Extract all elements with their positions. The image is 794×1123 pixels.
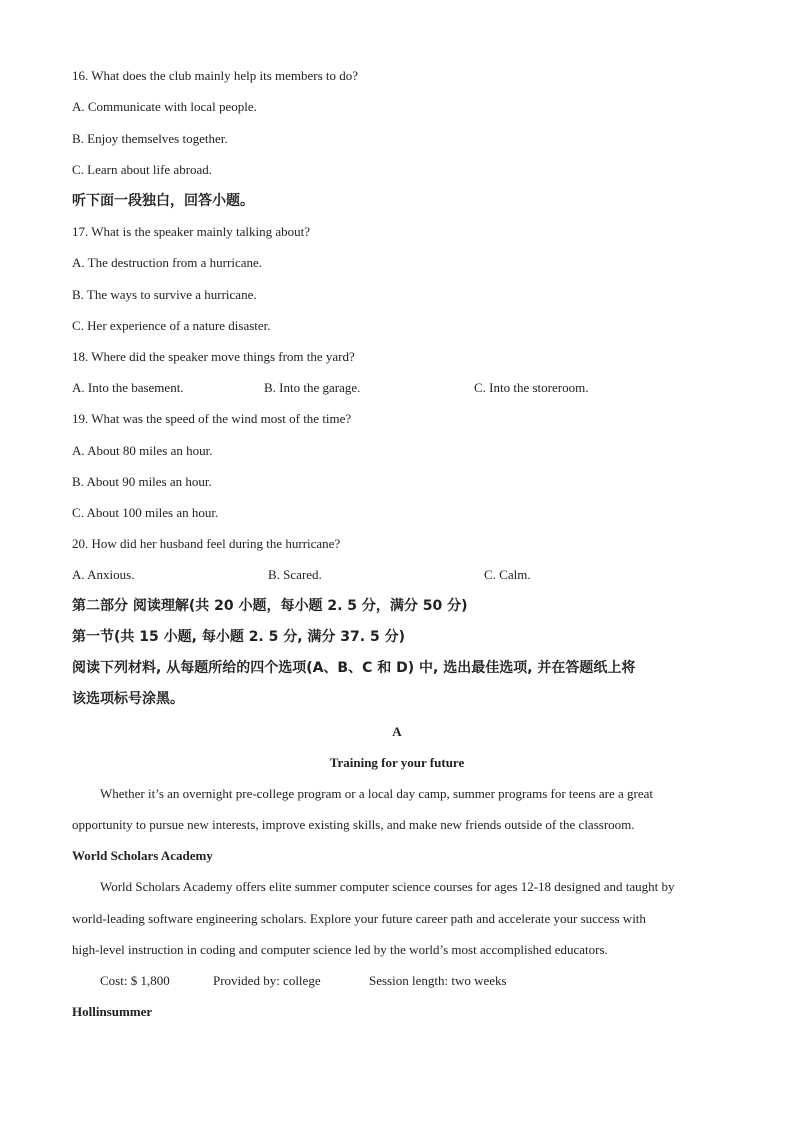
- wsa-heading: World Scholars Academy: [72, 848, 213, 863]
- instruction-line-2: 该选项标号涂黑。: [72, 691, 184, 707]
- q17-stem: 17. What is the speaker mainly talking about?: [72, 224, 311, 239]
- q18-stem: 18. Where did the speaker move things from the yard?: [72, 349, 355, 364]
- q16-option-b: B. Enjoy themselves together.: [72, 131, 228, 146]
- q16-stem: 16. What does the club mainly help its members to do?: [72, 68, 359, 83]
- monologue-instruction: 听下面一段独白，回答小题。: [72, 193, 254, 209]
- q19-option-a: A. About 80 miles an hour.: [72, 443, 213, 458]
- passage-label: A: [392, 724, 402, 739]
- q20-stem: 20. How did her husband feel during the hurricane?: [72, 536, 341, 551]
- wsa-session: Session length: two weeks: [369, 973, 507, 988]
- q20-option-a: A. Anxious.: [72, 567, 135, 582]
- wsa-cost: Cost: $ 1,800: [100, 973, 170, 988]
- q17-option-a: A. The destruction from a hurricane.: [72, 255, 262, 270]
- q19-option-b: B. About 90 miles an hour.: [72, 474, 212, 489]
- section1-heading: 第一节(共 15 小题, 每小题 2. 5 分, 满分 37. 5 分): [72, 629, 405, 645]
- wsa-line-3: high-level instruction in coding and computer science led by the world’s most accomplished educators.: [72, 942, 608, 957]
- instruction-line-1: 阅读下列材料, 从每题所给的四个选项(A、B、C 和 D) 中, 选出最佳选项, 并在答题纸上将: [72, 660, 636, 676]
- wsa-provider: Provided by: college: [213, 973, 321, 988]
- q20-option-c: C. Calm.: [484, 567, 531, 582]
- q20-option-b: B. Scared.: [268, 567, 322, 582]
- q16-option-a: A. Communicate with local people.: [72, 99, 257, 114]
- wsa-line-1: World Scholars Academy offers elite summer computer science courses for ages 12-18 designed and taught by: [100, 879, 675, 894]
- hollinsummer-heading: Hollinsummer: [72, 1004, 153, 1019]
- q19-stem: 19. What was the speed of the wind most of the time?: [72, 411, 352, 426]
- q16-option-c: C. Learn about life abroad.: [72, 162, 213, 177]
- q17-option-c: C. Her experience of a nature disaster.: [72, 318, 271, 333]
- q19-option-c: C. About 100 miles an hour.: [72, 505, 219, 520]
- q18-option-c: C. Into the storeroom.: [474, 380, 589, 395]
- part2-heading: 第二部分 阅读理解(共 20 小题，每小题 2. 5 分，满分 50 分): [72, 598, 468, 614]
- wsa-line-2: world-leading software engineering scholars. Explore your future career path and accelerate your success with: [72, 911, 646, 926]
- q18-option-b: B. Into the garage.: [264, 380, 361, 395]
- intro-line-2: opportunity to pursue new interests, improve existing skills, and make new friends outside of the classroom.: [72, 817, 635, 832]
- passage-title: Training for your future: [329, 755, 465, 770]
- q17-option-b: B. The ways to survive a hurricane.: [72, 287, 257, 302]
- intro-line-1: Whether it’s an overnight pre-college program or a local day camp, summer programs for teens are a great: [100, 786, 653, 801]
- q18-option-a: A. Into the basement.: [72, 380, 184, 395]
